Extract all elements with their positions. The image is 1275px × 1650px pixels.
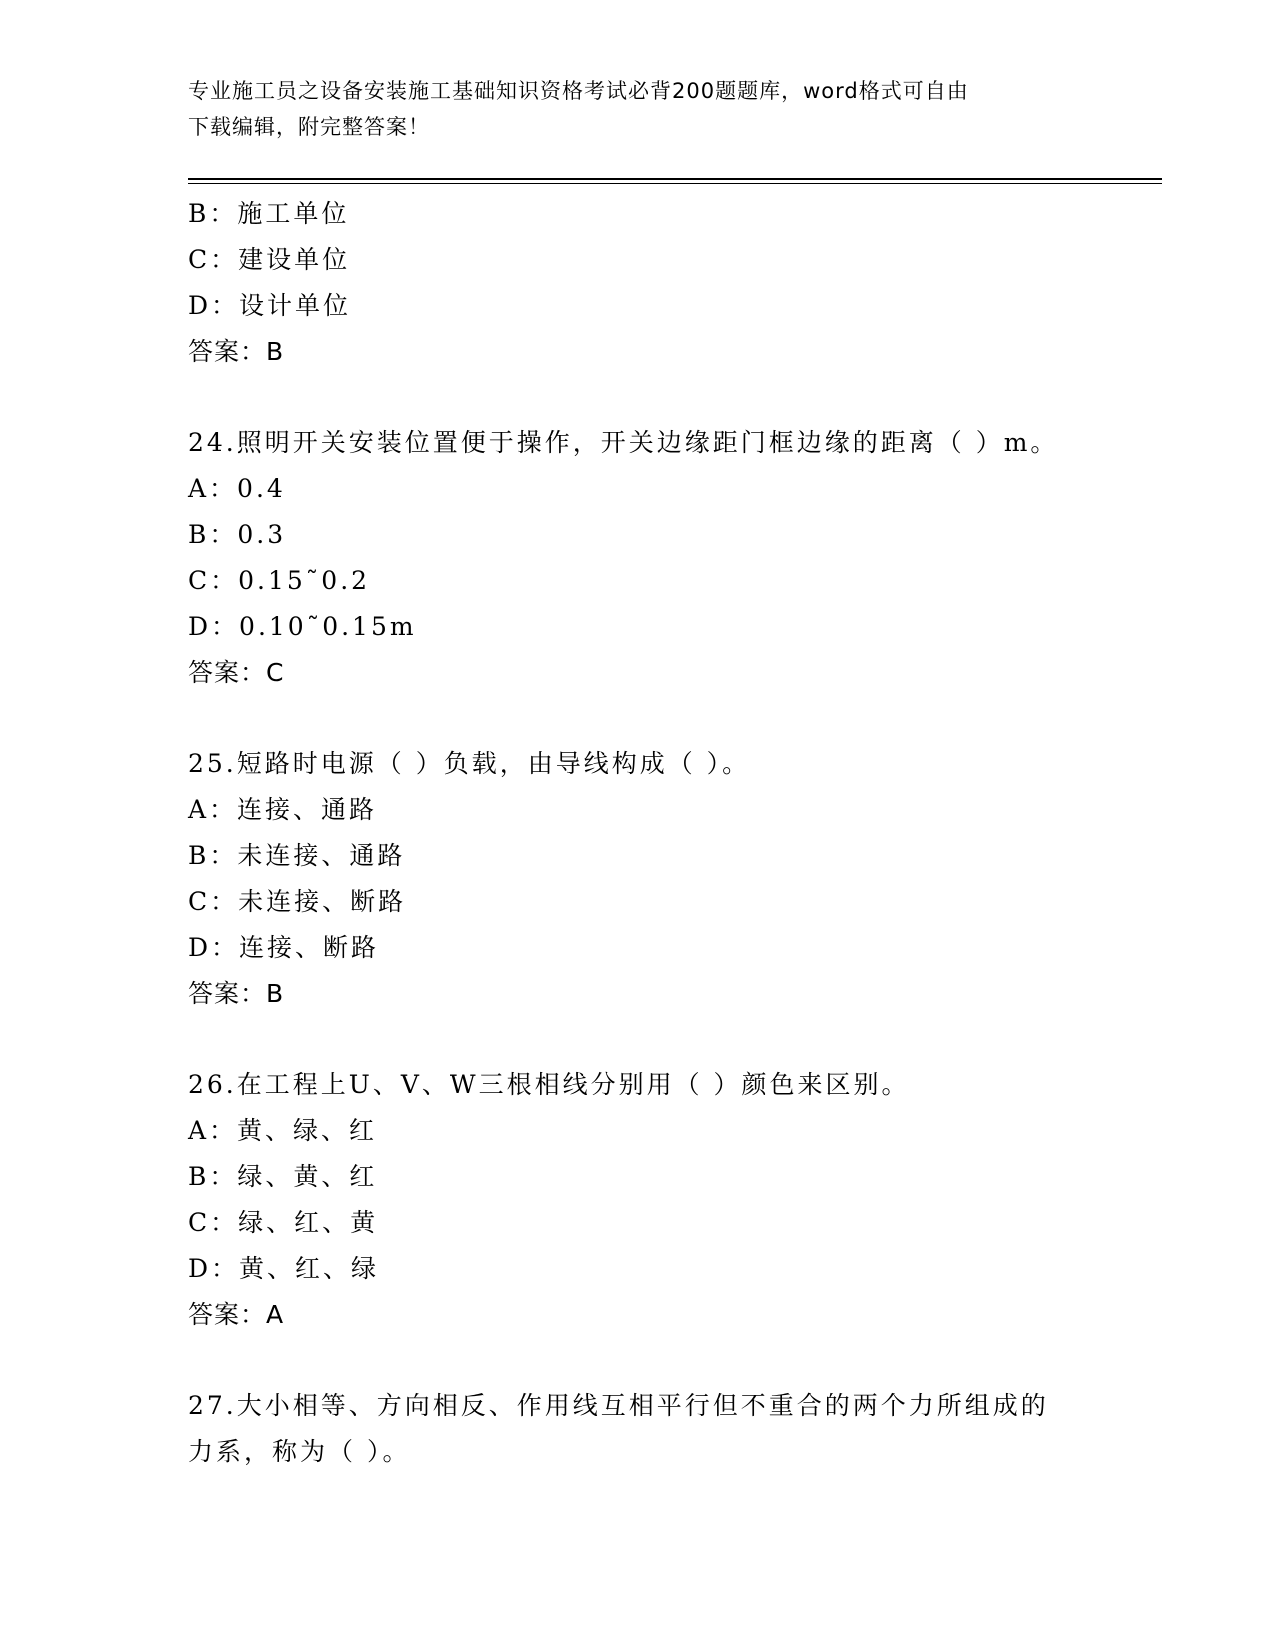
option-a: A：黄、绿、红 [188,1116,378,1145]
answer-line: 答案：B [188,979,285,1008]
option-b: B：0.3 [188,520,287,549]
option-b: B：绿、黄、红 [188,1162,378,1191]
answer-line: 答案：C [188,658,285,687]
answer-line: 答案：A [188,1300,285,1329]
option-a: A：0.4 [188,474,286,503]
option-a: A：连接、通路 [188,795,378,824]
question-24 [188,420,1148,696]
option-c: C：未连接、断路 [188,887,407,916]
header-divider-thick [188,178,1162,180]
option-b: B：未连接、通路 [188,841,406,870]
option-c: C：绿、红、黄 [188,1208,379,1237]
continued-question [188,191,1148,375]
header-title-line-1: 专业施工员之设备安装施工基础知识资格考试必背200题题库，word格式可自由 [188,79,969,103]
option-d: D：0.10˜0.15m [188,612,417,641]
question-stem-line-1: 27.大小相等、方向相反、作用线互相平行但不重合的两个力所组成的 [188,1391,1049,1420]
option-b: B：施工单位 [188,199,350,228]
header-divider-thin [188,183,1162,184]
option-c: C：0.15˜0.2 [188,566,371,595]
header-title-line-2: 下载编辑，附完整答案！ [188,115,430,139]
option-d: D：黄、红、绿 [188,1254,380,1283]
question-25 [188,741,1148,1017]
question-stem: 26.在工程上U、V、W三根相线分别用（ ）颜色来区别。 [188,1070,910,1099]
option-c: C：建设单位 [188,245,351,274]
question-26 [188,1062,1148,1338]
question-27 [188,1383,1148,1475]
question-stem-line-2: 力系，称为（ ）。 [188,1437,411,1466]
answer-line: 答案：B [188,337,285,366]
question-stem: 25.短路时电源（ ）负载，由导线构成（ ）。 [188,749,751,778]
question-stem: 24.照明开关安装位置便于操作，开关边缘距门框边缘的距离（ ）m。 [188,428,1059,457]
document-header [188,73,1088,145]
option-d: D：设计单位 [188,291,352,320]
option-d: D：连接、断路 [188,933,380,962]
question-list [188,191,1148,1475]
